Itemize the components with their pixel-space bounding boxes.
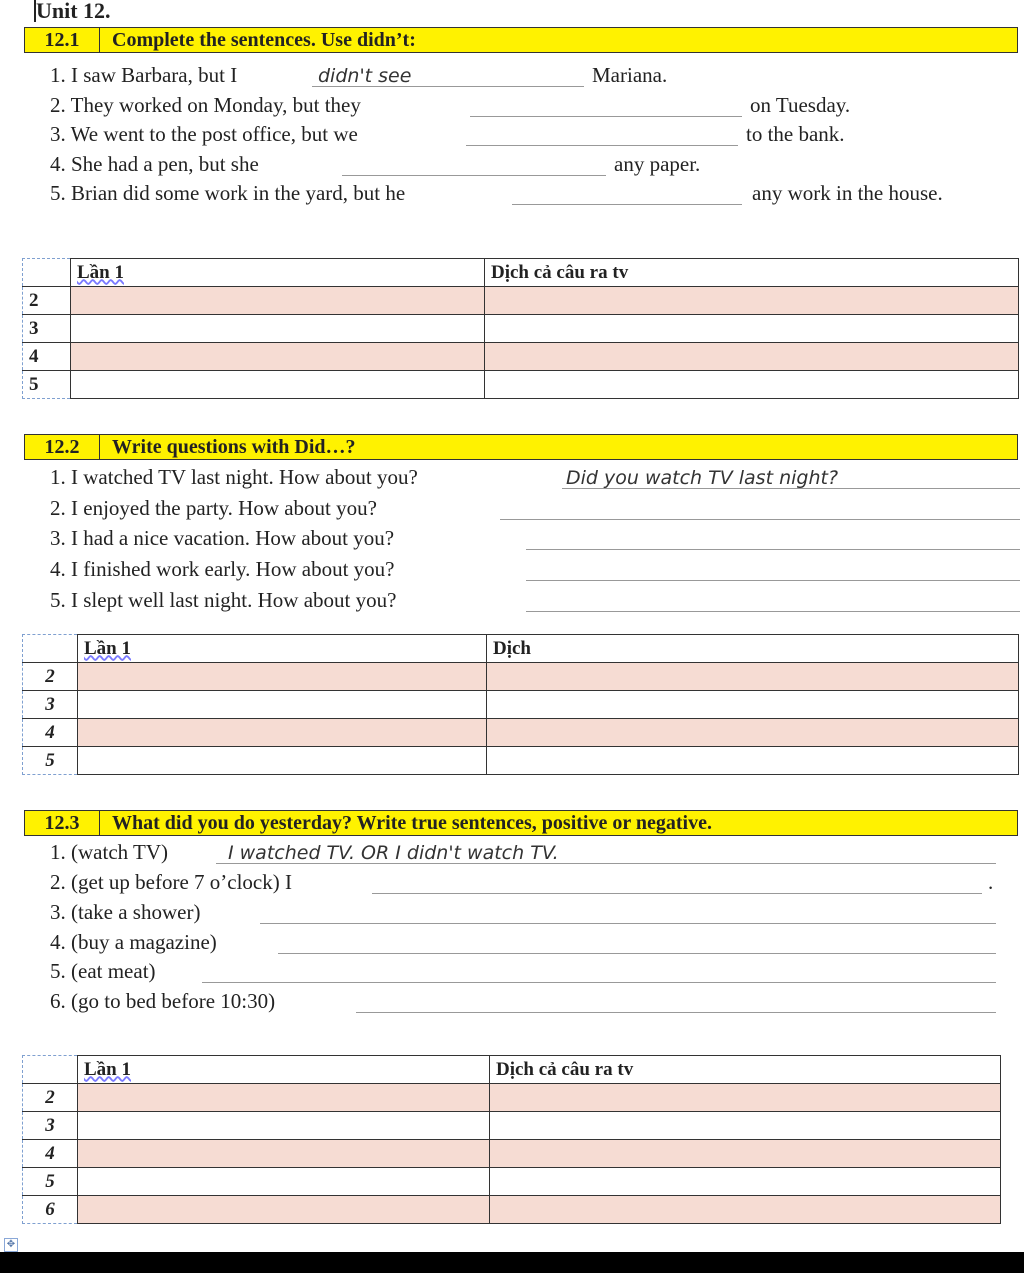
answer-blank[interactable]: [260, 899, 996, 924]
column-header: Dịch cả câu ra tv: [485, 259, 1019, 287]
exercise-line: 2. They worked on Monday, but they: [50, 93, 361, 117]
exercise-line: 2. (get up before 7 o’clock) I: [50, 870, 292, 894]
answer-blank[interactable]: [342, 151, 606, 176]
column-header: Lần 1: [78, 635, 487, 663]
table-cell[interactable]: [485, 315, 1019, 343]
unit-title: Unit 12.: [36, 0, 111, 23]
column-header: Dịch: [487, 635, 1019, 663]
exercise-line: 3. (take a shower): [50, 900, 201, 924]
section-instruction: Write questions with Did…?: [112, 435, 356, 458]
exercise-line-end: on Tuesday.: [750, 93, 851, 117]
table-cell[interactable]: [78, 1196, 490, 1224]
row-number: 2: [23, 287, 71, 315]
table-cell[interactable]: [490, 1196, 1001, 1224]
exercise-line-end: Mariana.: [592, 63, 668, 87]
table-cell[interactable]: [71, 315, 485, 343]
exercise-line: 5. I slept well last night. How about you?: [50, 588, 397, 612]
table-cell[interactable]: [71, 287, 485, 315]
table-cell[interactable]: [78, 1084, 490, 1112]
column-header: Lần 1: [71, 259, 485, 287]
answer-blank[interactable]: [512, 180, 742, 205]
table-cell[interactable]: [78, 1168, 490, 1196]
table-cell[interactable]: [487, 663, 1019, 691]
table-corner: [23, 635, 78, 663]
exercise-line: 4. I finished work early. How about you?: [50, 557, 395, 581]
row-number: 5: [23, 1168, 78, 1196]
exercise-line-end: any work in the house.: [752, 181, 943, 205]
answer-blank[interactable]: [202, 958, 996, 983]
answer-blank[interactable]: [372, 869, 982, 894]
table-cell[interactable]: [485, 287, 1019, 315]
section-header-12-1: [24, 27, 1018, 53]
exercise-line: 1. (watch TV): [50, 840, 168, 864]
table-cell[interactable]: [485, 371, 1019, 399]
exercise-line: 5. (eat meat): [50, 959, 156, 983]
handwritten-answer: didn't see: [318, 65, 412, 87]
table-corner: [23, 1056, 78, 1084]
answer-blank[interactable]: [500, 495, 1020, 520]
row-number: 4: [23, 343, 71, 371]
exercise-line: 3. I had a nice vacation. How about you?: [50, 526, 395, 550]
section-header-12-3: [24, 810, 1018, 836]
move-handle-icon[interactable]: ✥: [4, 1238, 18, 1252]
row-number: 3: [23, 1112, 78, 1140]
exercise-line: 4. She had a pen, but she: [50, 152, 259, 176]
table-cell[interactable]: [78, 691, 487, 719]
exercise-line-end: .: [988, 870, 994, 894]
table-cell[interactable]: [490, 1112, 1001, 1140]
table-cell[interactable]: [78, 1140, 490, 1168]
row-number: 3: [23, 315, 71, 343]
exercise-line: 5. Brian did some work in the yard, but he: [50, 181, 406, 205]
table-cell[interactable]: [78, 663, 487, 691]
table-cell[interactable]: [490, 1084, 1001, 1112]
table-cell[interactable]: [485, 343, 1019, 371]
exercise-line: 3. We went to the post office, but we: [50, 122, 358, 146]
answer-blank[interactable]: [526, 587, 1020, 612]
row-number: 5: [23, 747, 78, 775]
exercise-line-end: to the bank.: [746, 122, 845, 146]
exercise-line: 6. (go to bed before 10:30): [50, 989, 276, 1013]
table-corner: [23, 259, 71, 287]
table-cell[interactable]: [487, 719, 1019, 747]
section-number: 12.1: [25, 28, 100, 52]
column-header: Lần 1: [78, 1056, 490, 1084]
exercise-line-end: any paper.: [614, 152, 701, 176]
table-cell[interactable]: [487, 691, 1019, 719]
row-number: 5: [23, 371, 71, 399]
table-cell[interactable]: [78, 719, 487, 747]
answer-blank[interactable]: [356, 988, 996, 1013]
table-cell[interactable]: [487, 747, 1019, 775]
column-header: Dịch cả câu ra tv: [490, 1056, 1001, 1084]
answer-blank[interactable]: [470, 92, 742, 117]
bottom-bar: [0, 1252, 1024, 1273]
table-cell[interactable]: [490, 1168, 1001, 1196]
exercise-line: 1. I saw Barbara, but I: [50, 63, 238, 87]
table-cell[interactable]: [78, 747, 487, 775]
section-header-12-2: [24, 434, 1018, 460]
exercise-line: 1. I watched TV last night. How about you?: [50, 465, 418, 489]
handwritten-answer: Did you watch TV last night?: [566, 467, 839, 489]
table-cell[interactable]: [490, 1140, 1001, 1168]
answer-blank[interactable]: [526, 556, 1020, 581]
row-number: 6: [23, 1196, 78, 1224]
exercise-line: 4. (buy a magazine): [50, 930, 217, 954]
table-cell[interactable]: [78, 1112, 490, 1140]
row-number: 2: [23, 1084, 78, 1112]
section-instruction: Complete the sentences. Use didn’t:: [112, 28, 416, 51]
handwritten-answer: I watched TV. OR I didn't watch TV.: [228, 842, 559, 864]
section-instruction: What did you do yesterday? Write true sentences, positive or negative.: [112, 811, 712, 834]
answer-table-12-3: [22, 1055, 1001, 1224]
answer-blank[interactable]: [466, 121, 738, 146]
row-number: 4: [23, 1140, 78, 1168]
answer-table-12-2: [22, 634, 1019, 775]
answer-table-12-1: [22, 258, 1019, 399]
table-cell[interactable]: [71, 371, 485, 399]
row-number: 3: [23, 691, 78, 719]
section-number: 12.2: [25, 435, 100, 459]
row-number: 4: [23, 719, 78, 747]
answer-blank[interactable]: [526, 525, 1020, 550]
section-number: 12.3: [25, 811, 100, 835]
exercise-line: 2. I enjoyed the party. How about you?: [50, 496, 377, 520]
answer-blank[interactable]: [278, 929, 996, 954]
table-cell[interactable]: [71, 343, 485, 371]
row-number: 2: [23, 663, 78, 691]
